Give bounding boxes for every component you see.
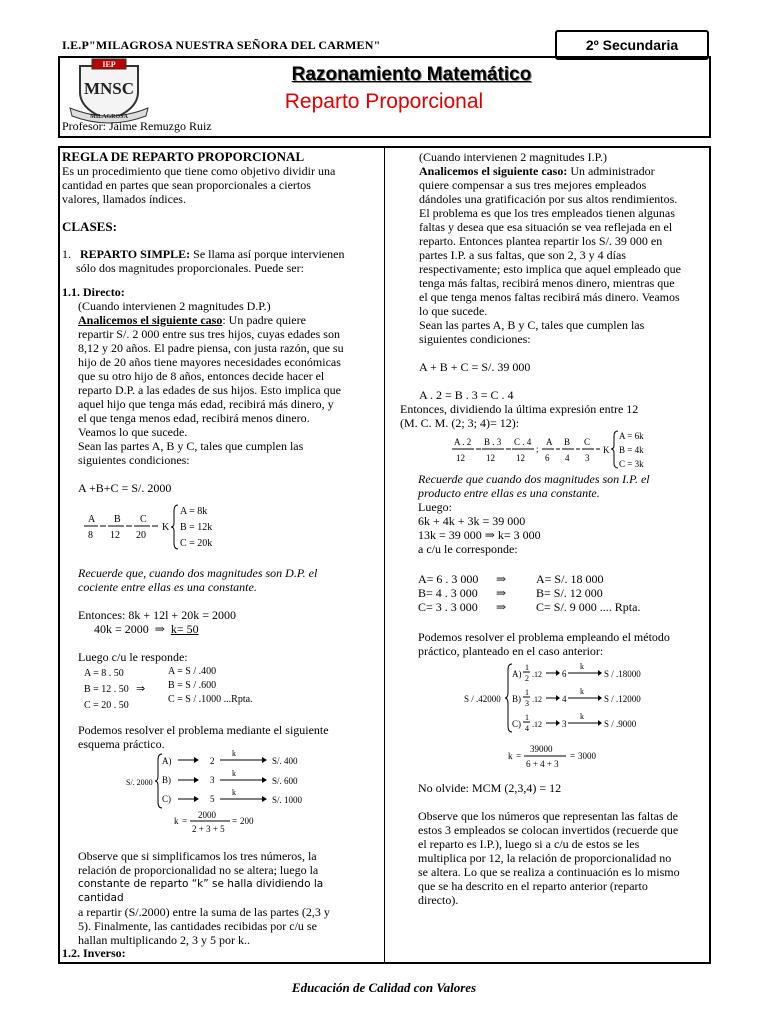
direct-scheme — [122, 750, 322, 836]
school-name: I.E.P"MILAGROSA NUESTRA SEÑORA DEL CARMEN" — [62, 38, 381, 52]
svg-text:=: = — [516, 751, 522, 761]
svg-text:B): B) — [162, 775, 171, 785]
inverse-note: (Cuando intervienen 2 magnitudes I.P.) — [419, 150, 607, 164]
entonces-line: (M. C. M. (2; 3; 4)= 12): — [400, 416, 520, 430]
entonces-line: Entonces: 8k + 12l + 20k = 2000 — [78, 608, 236, 622]
luego-label: Luego: — [418, 500, 452, 514]
case-line: Sean las partes A, B y C, tales que cumplen las — [78, 439, 304, 453]
svg-text:S / .18000: S / .18000 — [604, 669, 641, 679]
frame-left — [58, 146, 60, 964]
svg-text:k: k — [174, 816, 179, 826]
page-title: Razonamiento Matemático — [291, 64, 532, 85]
case-line: reparto. Entonces plantea repartir los S/. 39 000 en — [419, 234, 663, 248]
intro-line: Es un procedimiento que tiene como objetivo dividir una — [62, 164, 336, 178]
svg-text:=: = — [182, 816, 188, 826]
entonces-line: Entonces, dividiendo la última expresión entre 12 — [400, 402, 639, 416]
svg-text:C . 4: C . 4 — [514, 437, 532, 447]
svg-text:3000: 3000 — [578, 751, 596, 761]
svg-text:.12: .12 — [532, 670, 542, 679]
item1-line2: sólo dos magnitudes proporcionales. Puede ser: — [76, 261, 304, 275]
svg-text:B = 12 . 50: B = 12 . 50 — [84, 684, 129, 695]
svg-text:A: A — [546, 437, 553, 447]
sum-equation: A + B + C = S/. 39 000 — [419, 360, 531, 374]
case-line: Sean las partes A, B y C, tales que cumplen las — [419, 318, 645, 332]
practico-text: Podemos resolver el problema mediante el siguiente esquema práctico. — [78, 723, 329, 751]
svg-text:=: = — [232, 816, 238, 826]
svg-text:39000: 39000 — [530, 744, 553, 754]
svg-text:A = S / .400: A = S / .400 — [168, 666, 217, 677]
case-line: Analicemos el siguiente caso: Un padre quiere — [78, 313, 306, 327]
svg-text:C): C) — [162, 794, 171, 804]
case-line: 8,12 y 20 años. El padre piensa, con justa razón, que su — [78, 341, 344, 355]
inverse-results: A= 6 . 3 000 ⇒ A= S/. 18 000 B= 4 . 3 000 ⇒ B= S/. 12 000 C= 3 . 3 000 ⇒ C= S/. 9 000 .... Rpta. — [418, 572, 641, 614]
svg-text:A: A — [88, 514, 96, 525]
luego-line: Luego c/u le responde: — [78, 650, 188, 664]
svg-text:S / .42000: S / .42000 — [464, 694, 501, 704]
equation-line: 13k = 39 000 ⇒ k= 3 000 — [418, 528, 541, 542]
svg-text:.12: .12 — [532, 720, 542, 729]
svg-text:2 + 3 + 5: 2 + 3 + 5 — [192, 824, 225, 834]
grade-badge: 2º Secundaria — [555, 30, 709, 60]
inverse-proportion-diagram — [452, 427, 692, 473]
svg-text:B): B) — [512, 694, 521, 704]
svg-text:2000: 2000 — [198, 810, 216, 820]
svg-text:A = 6k: A = 6k — [619, 431, 644, 441]
svg-text:3: 3 — [525, 699, 529, 708]
left-column — [62, 150, 368, 495]
frame-right — [709, 146, 711, 964]
k-line: 40k = 2000 ⇒ k= 50 — [94, 622, 199, 636]
svg-text:C): C) — [512, 719, 521, 729]
svg-text:C = S / .1000 ...Rpta.: C = S / .1000 ...Rpta. — [168, 694, 253, 705]
svg-text:4: 4 — [565, 453, 570, 463]
svg-text:6 + 4 + 3: 6 + 4 + 3 — [526, 759, 559, 769]
noolvide-line: No olvide: MCM (2,3,4) = 12 — [418, 781, 562, 795]
svg-text:C = 20 . 50: C = 20 . 50 — [84, 700, 129, 710]
case-line: quiere compensar a sus tres mejores empleados — [419, 178, 647, 192]
svg-text:⇒: ⇒ — [136, 683, 146, 695]
svg-text:=: = — [570, 751, 576, 761]
svg-text:S/. 2000: S/. 2000 — [126, 778, 153, 787]
svg-text:2: 2 — [525, 674, 529, 683]
svg-text:B = S / .600: B = S / .600 — [168, 680, 217, 691]
svg-text:4: 4 — [525, 724, 529, 733]
case-line: partes I.P. a sus faltas, que son 2, 3 y 4 días — [419, 248, 626, 262]
entonces-block — [78, 608, 368, 664]
case-line: aquel hijo que tenga más edad, recibirá más dinero, y — [78, 397, 334, 411]
svg-text:C: C — [584, 437, 591, 447]
svg-text:S/. 600: S/. 600 — [272, 776, 298, 786]
svg-text:S / .12000: S / .12000 — [604, 694, 641, 704]
svg-text:k: k — [580, 662, 584, 671]
svg-text:A = 8k: A = 8k — [180, 506, 208, 517]
svg-text:k: k — [580, 687, 584, 696]
intro-line: valores, llamados índices. — [62, 192, 186, 206]
svg-text:12: 12 — [486, 453, 495, 463]
clases-heading: CLASES: — [62, 219, 117, 234]
acu-line: a c/u le corresponde: — [418, 542, 518, 556]
inverse-solution: Recuerde que cuando dos magnitudes son I.P. el producto entre ellas es una constante. Luego: 6k + 4k + 3k = 39 000 13k = 39 000 ⇒ k= 3 000 a c/u le corresponde: — [418, 472, 706, 556]
top-rule — [58, 56, 711, 58]
case-line: Veamos lo que sucede. — [78, 425, 188, 439]
svg-text:B . 3: B . 3 — [484, 437, 502, 447]
svg-text:3: 3 — [562, 719, 567, 729]
svg-text:MNSC: MNSC — [83, 79, 135, 98]
case-line: tenga más faltas, recibirá menos dinero, mientras que — [419, 276, 675, 290]
page-subtitle: Reparto Proporcional — [284, 90, 484, 113]
direct-results — [82, 664, 322, 710]
svg-text:12: 12 — [516, 453, 525, 463]
svg-text:.12: .12 — [532, 695, 542, 704]
case-line: dándoles una gratificación por sus altos rendimientos. — [419, 192, 678, 206]
observe-block: Observe que si simplificamos los tres números, la relación de proporcionalidad no se altera; luego la constante de reparto “k” se halla dividiendo la cantidad a repartir (S/.2000) entre la suma de las partes (2,3 y 5). Finalmente, las cantidades recibidas por c/u se hallan multiplicando 2, 3 y 5 por k.. — [78, 849, 330, 947]
case-line: el que tenga menos edad, recibirá menos dinero. — [78, 411, 310, 425]
svg-text:IEP: IEP — [102, 60, 116, 69]
svg-text:k: k — [232, 788, 236, 797]
case-line: siguientes condiciones: — [78, 453, 190, 467]
case-line: repartir S/. 2 000 entre sus tres hijos, cuyas edades son — [78, 327, 340, 341]
case-line: Analicemos el siguiente caso: Un administrador — [419, 164, 655, 178]
svg-text:S/. 400: S/. 400 — [272, 756, 298, 766]
right-observe: Observe que los números que representan las faltas de estos 3 empleados se colocan invertidos (recuerde que el reparto es I.P.), luego si a c/u de estos se les multiplica por 12, la relación de proporcionalidad no se altera. Lo que se realiza a continuación es lo mismo que se ha descrito en el reparto anterior (reparto directo). — [418, 809, 680, 907]
svg-text:A = 8 . 50: A = 8 . 50 — [84, 668, 124, 679]
svg-text:A): A) — [512, 669, 522, 679]
professor-name: Profesor: Jaime Remuzgo Ruiz — [62, 119, 212, 133]
svg-text:A): A) — [162, 756, 172, 766]
right-column — [400, 150, 705, 430]
svg-text:6: 6 — [562, 669, 567, 679]
svg-text:8: 8 — [88, 530, 93, 541]
svg-text:B = 4k: B = 4k — [619, 445, 644, 455]
case-line: que su otro hijo de 8 años, entonces decide hacer el — [78, 369, 325, 383]
svg-text:MILAGROSA: MILAGROSA — [90, 114, 128, 120]
item1-line: 1. REPARTO SIMPLE: Se llama así porque intervienen — [62, 247, 345, 261]
sum-equation: A +B+C = S/. 2000 — [78, 481, 172, 495]
inverse-scheme — [462, 660, 692, 770]
svg-text:3: 3 — [210, 775, 215, 785]
case-line: hijo de 20 años tiene mayores necesidades económicas — [78, 355, 341, 369]
svg-text:12: 12 — [110, 530, 120, 541]
svg-text:5: 5 — [210, 794, 215, 804]
svg-text:A . 2: A . 2 — [454, 437, 472, 447]
svg-text:C: C — [140, 514, 147, 525]
case-line: reparto D.P. a las edades de sus hijos. Esto implica que — [78, 383, 341, 397]
case-line: el que tenga menos faltas recibirá más dinero. Veamos — [419, 290, 680, 304]
svg-text:3: 3 — [585, 453, 590, 463]
header-bottom-rule — [58, 136, 711, 138]
svg-text:B: B — [114, 514, 121, 525]
subsection-direct: 1.1. Directo: — [62, 285, 125, 299]
svg-text:k: k — [508, 751, 513, 761]
svg-text:2: 2 — [210, 756, 215, 766]
svg-text:C = 3k: C = 3k — [619, 459, 644, 469]
footer-slogan: Educación de Calidad con Valores — [291, 980, 477, 995]
svg-text:1: 1 — [525, 688, 529, 697]
metodo-text: Podemos resolver el problema empleando el método práctico, planteado en el caso anterior: — [418, 630, 670, 658]
svg-text:12: 12 — [456, 453, 465, 463]
svg-text:S / .9000: S / .9000 — [604, 719, 637, 729]
frame-bottom — [58, 962, 711, 964]
svg-text:k: k — [580, 712, 584, 721]
svg-text:k: k — [232, 769, 236, 778]
column-divider — [384, 146, 385, 962]
case-line: siguientes condiciones: — [419, 332, 531, 346]
section-heading: REGLA DE REPARTO PROPORCIONAL — [62, 149, 305, 164]
svg-text:K: K — [603, 445, 610, 455]
svg-text:C = 20k: C = 20k — [180, 538, 213, 549]
svg-text:K: K — [162, 522, 170, 533]
svg-text:k: k — [232, 750, 236, 758]
svg-text:B: B — [564, 437, 571, 447]
svg-text:200: 200 — [240, 816, 254, 826]
svg-text:S/. 1000: S/. 1000 — [272, 795, 303, 805]
case-line: El problema es que los tres empleados tienen algunas — [419, 206, 675, 220]
intro-line: cantidad en partes que sean proporcionales a ciertos — [62, 178, 311, 192]
direct-note: (Cuando intervienen 2 magnitudes D.P.) — [78, 299, 271, 313]
svg-text:1: 1 — [525, 713, 529, 722]
direct-recall: Recuerde que, cuando dos magnitudes son D.P. el cociente entre ellas es una constante. — [78, 566, 318, 594]
subsection-inverse: 1.2. Inverso: — [62, 946, 126, 960]
case-line: lo que sucede. — [419, 304, 488, 318]
svg-text:4: 4 — [562, 694, 567, 704]
svg-text:1: 1 — [525, 663, 529, 672]
svg-text:6: 6 — [545, 453, 550, 463]
direct-proportion-diagram — [82, 503, 232, 553]
case-line: faltas y desea que esa situación se vea reflejada en el — [419, 220, 673, 234]
svg-text:;: ; — [536, 444, 539, 454]
equation-line: 6k + 4k + 3k = 39 000 — [418, 514, 526, 528]
case-line: respectivamente; esto implica que aquel empleado que — [419, 262, 681, 276]
product-equation: A . 2 = B . 3 = C . 4 — [419, 388, 514, 402]
svg-text:20: 20 — [136, 530, 146, 541]
svg-text:B = 12k: B = 12k — [180, 522, 213, 533]
